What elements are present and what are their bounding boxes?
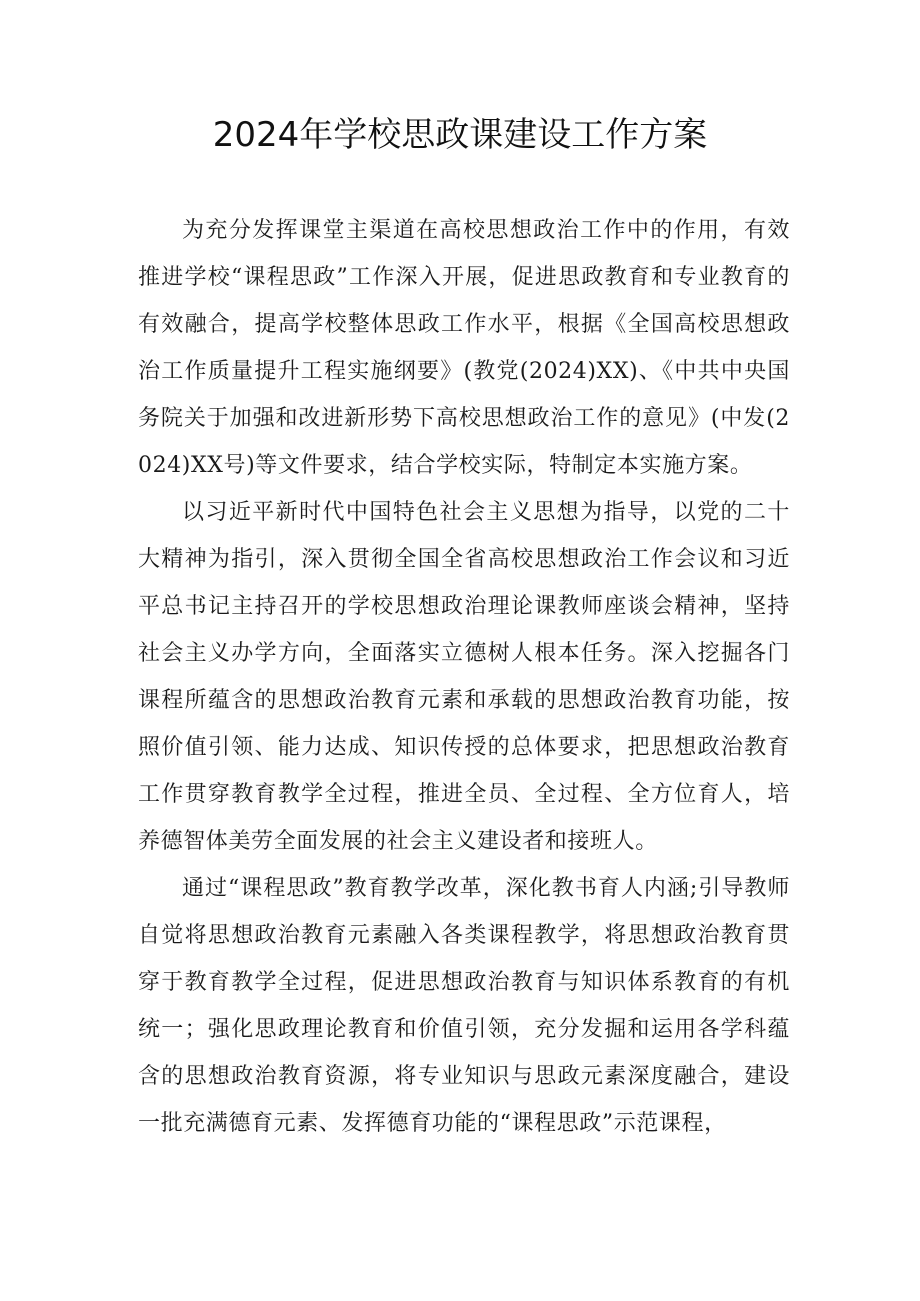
paragraph-guiding-ideology: 以习近平新时代中国特色社会主义思想为指导，以党的二十大精神为指引，深入贯彻全国全省高校思想政治工作会议和习近平总书记主持召开的学校思想政治理论课教师座谈会精神，坚持社会主义办学方向，全面落实立德树人根本任务。深入挖掘各门课程所蕴含的思想政治教育元素和承载的思想政治教育功能，按照价值引领、能力达成、知识传授的总体要求，把思想政治教育工作贯穿教育教学全过程，推进全员、全过程、全方位育人，培养德智体美劳全面发展的社会主义建设者和接班人。 [138, 500, 790, 854]
document-title: 2024年学校思政课建设工作方案 [212, 115, 708, 155]
document-body [138, 207, 790, 1147]
paragraph-goals: 通过“课程思政”教育教学改革，深化教书育人内涵;引导教师自觉将思想政治教育元素融入各类课程教学，将思想政治教育贯穿于教育教学全过程，促进思想政治教育与知识体系教育的有机统一；强化思政理论教育和价值引领，充分发掘和运用各学科蕴含的思想政治教育资源，将专业知识与思政元素深度融合，建设一批充满德育元素、发挥德育功能的“课程思政”示范课程， [138, 876, 790, 1136]
paragraph-purpose: 为充分发挥课堂主渠道在高校思想政治工作中的作用，有效推进学校“课程思政”工作深入开展，促进思政教育和专业教育的有效融合，提高学校整体思政工作水平，根据《全国高校思想政治工作质量提升工程实施纲要》(教党(2024)XX)、《中共中央国务院关于加强和改进新形势下高校思想政治工作的意见》(中发(2024)XX号)等文件要求，结合学校实际，特制定本实施方案。 [138, 218, 790, 478]
